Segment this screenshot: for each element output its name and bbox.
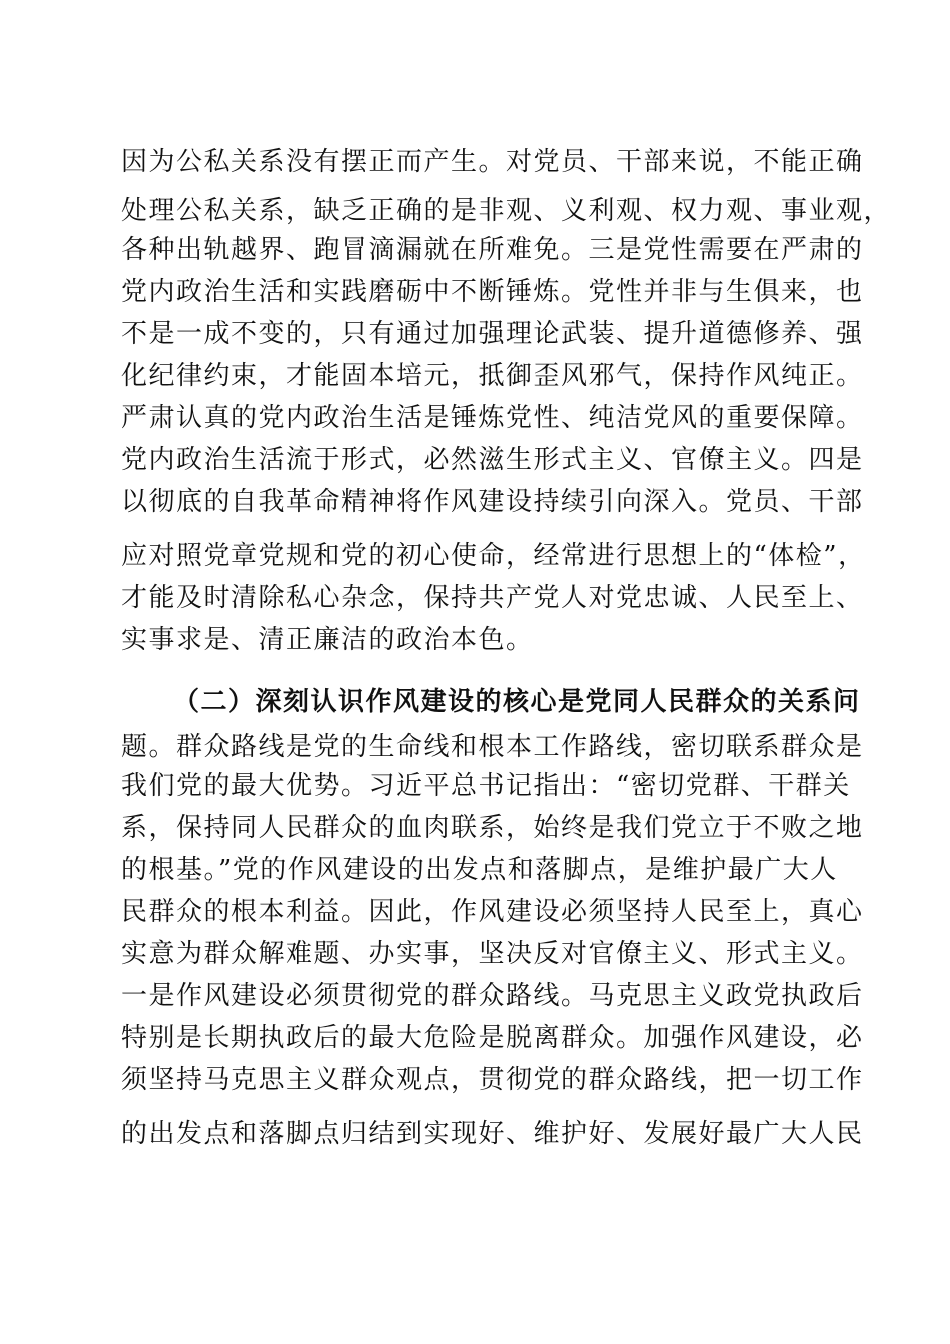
text-line-2: 处理公私关系，缺乏正确的是非观、义利观、权力观、事业观， [121, 196, 892, 226]
text-line-23: 的出发点和落脚点归结到实现好、维护好、发展好最广大人民 [121, 1119, 864, 1149]
text-line-9: 以彻底的自我革命精神将作风建设持续引向深入。党员、干部 [121, 487, 864, 517]
text-line-19: 实意为群众解难题、办实事，坚决反对官僚主义、形式主义。 [121, 939, 864, 969]
text-line-15: 我们党的最大优势。习近平总书记指出：“密切党群、干群关 [121, 771, 851, 801]
text-line-8: 党内政治生活流于形式，必然滋生形式主义、官僚主义。四是 [121, 445, 864, 475]
text-line-16: 系，保持同人民群众的血肉联系，始终是我们党立于不败之地 [121, 813, 864, 843]
text-line-7: 严肃认真的党内政治生活是锤炼党性、纯洁党风的重要保障。 [121, 403, 864, 433]
text-line-10: 应对照党章党规和党的初心使命，经常进行思想上的“体检”， [121, 541, 866, 571]
text-line-6: 化纪律约束，才能固本培元，抵御歪风邪气，保持作风纯正。 [121, 361, 864, 391]
text-line-20: 一是作风建设必须贯彻党的群众路线。马克思主义政党执政后 [121, 981, 864, 1011]
text-line-12: 实事求是、清正廉洁的政治本色。 [121, 625, 534, 655]
text-line-1: 因为公私关系没有摆正而产生。对党员、干部来说，不能正确 [121, 147, 864, 177]
text-line-22: 须坚持马克思主义群众观点，贯彻党的群众路线，把一切工作 [121, 1065, 864, 1095]
text-line-21: 特别是长期执政后的最大危险是脱离群众。加强作风建设，必 [121, 1023, 864, 1053]
text-line-4: 党内政治生活和实践磨砺中不断锤炼。党性并非与生俱来，也 [121, 277, 864, 307]
text-line-3: 各种出轨越界、跑冒滴漏就在所难免。三是党性需要在严肃的 [121, 235, 864, 265]
text-line-11: 才能及时清除私心杂念，保持共产党人对党忠诚、人民至上、 [121, 583, 864, 613]
text-line-5: 不是一成不变的，只有通过加强理论武装、提升道德修养、强 [121, 319, 864, 349]
text-line-18: 民群众的根本利益。因此，作风建设必须坚持人民至上，真心 [121, 897, 864, 927]
text-line-17: 的根基。”党的作风建设的出发点和落脚点，是维护最广大人 [121, 855, 838, 885]
text-line-14: 题。群众路线是党的生命线和根本工作路线，密切联系群众是 [121, 732, 864, 762]
section-heading-line: （二）深刻认识作风建设的核心是党同人民群众的关系问 [173, 687, 861, 717]
